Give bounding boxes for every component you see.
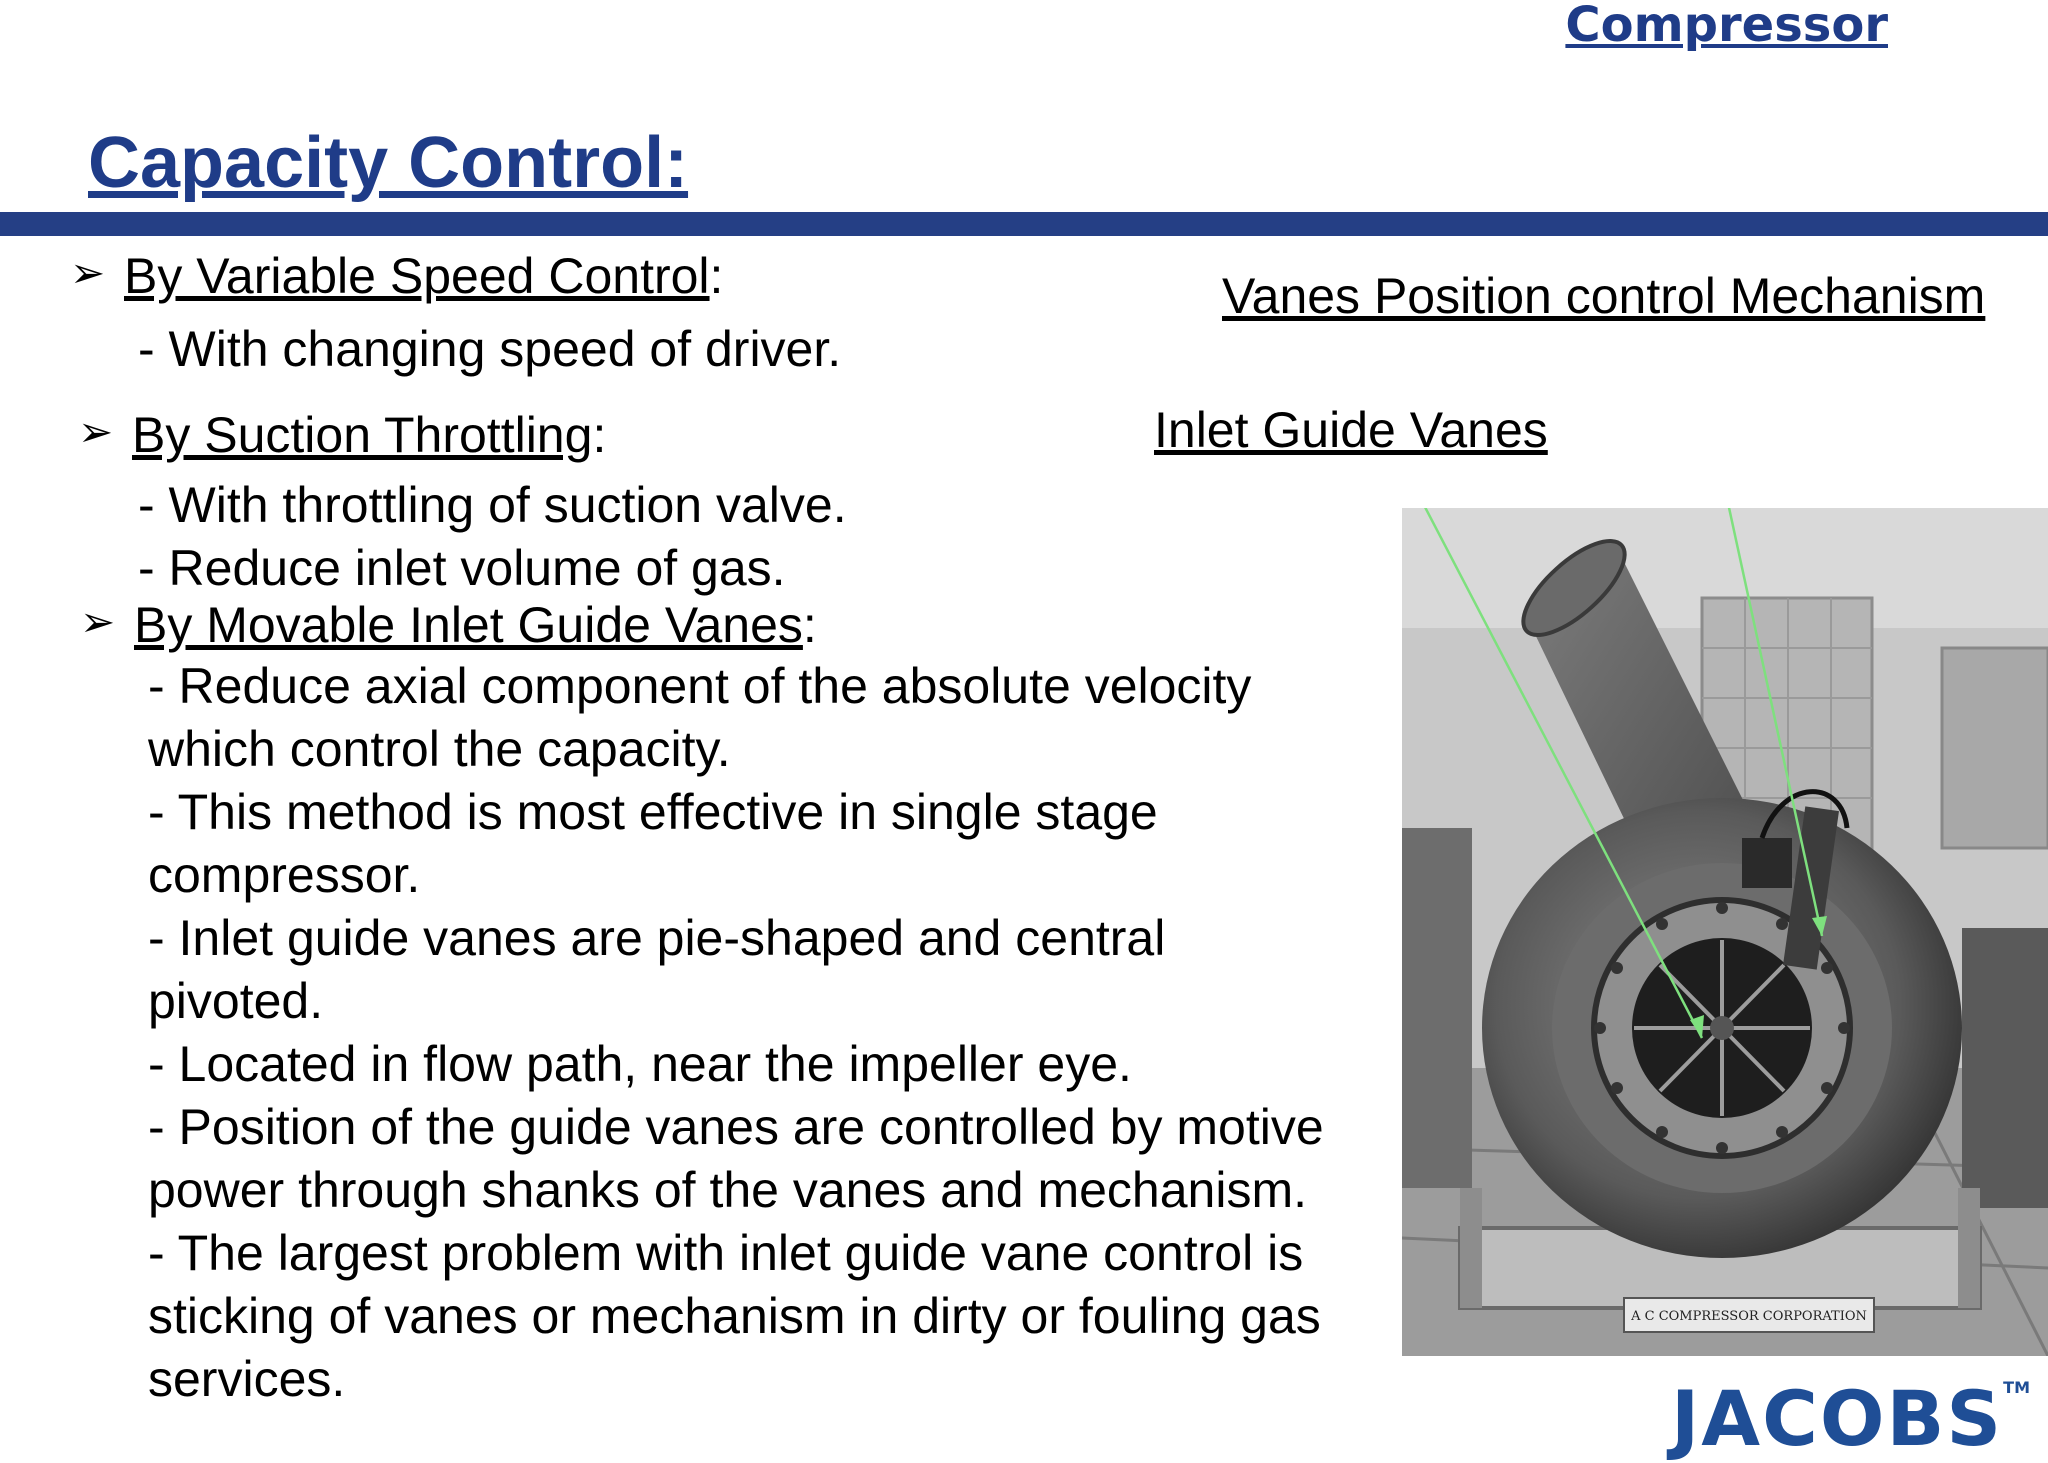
section-variable-speed-heading: [70, 243, 723, 306]
section-inlet-guide-vanes-heading: [80, 592, 817, 655]
left-machine: [1402, 828, 1472, 1188]
heading-text: By Variable Speed Control: [124, 248, 710, 304]
skid-leg-left: [1460, 1188, 1482, 1308]
paragraph: - Reduce axial component of the absolute velocity which control the capacity.: [148, 658, 1252, 777]
paragraph: - This method is most effective in single stage compressor.: [148, 784, 1158, 903]
corner-title: [1565, 0, 1888, 53]
section-suction-throttling-line: - With throttling of suction valve.: [138, 477, 847, 533]
paragraph: - The largest problem with inlet guide vane control is sticking of vanes or mechanism in dirty or fouling gas services.: [148, 1225, 1321, 1407]
section-variable-speed-line: - With changing speed of driver.: [138, 321, 842, 377]
corner-title-line2: Compressor: [1565, 0, 1888, 53]
slide-title: Capacity Control:: [88, 123, 689, 203]
bullet-arrow-icon: ➢: [78, 408, 114, 455]
section-suction-throttling-line: - Reduce inlet volume of gas.: [138, 540, 786, 596]
section-suction-throttling-heading: [78, 402, 606, 465]
title-divider: [0, 212, 2048, 236]
bullet-arrow-icon: ➢: [70, 249, 106, 296]
skid-leg-right: [1958, 1188, 1980, 1308]
paragraph: - Inlet guide vanes are pie-shaped and central pivoted.: [148, 910, 1166, 1029]
section-inlet-guide-vanes-body: [148, 655, 1398, 1411]
right-machine: [1962, 928, 2048, 1208]
heading-colon: :: [709, 248, 724, 304]
paragraph: - Position of the guide vanes are controlled by motive power through shanks of the vanes and mechanism.: [148, 1099, 1324, 1218]
jacobs-logo: [1671, 1348, 2030, 1463]
actuator-box: [1742, 838, 1792, 888]
paragraph: - Located in flow path, near the impeller eye.: [148, 1036, 1132, 1092]
factory-window-right: [1942, 648, 2048, 848]
compressor-photo: [1402, 508, 2048, 1356]
label-inlet-guide-vanes: Inlet Guide Vanes: [1154, 402, 1548, 458]
heading-text: By Suction Throttling: [132, 407, 593, 463]
label-vanes-position-mechanism: Vanes Position control Mechanism: [1222, 268, 1986, 324]
logo-text: JACOBS: [1671, 1374, 2004, 1463]
hub: [1710, 1016, 1734, 1040]
heading-colon: :: [802, 597, 817, 653]
nameplate-text: A C COMPRESSOR CORPORATION: [1631, 1309, 1867, 1324]
heading-text: By Movable Inlet Guide Vanes: [134, 597, 803, 653]
logo-trademark: TM: [2003, 1378, 2030, 1397]
heading-colon: :: [592, 407, 607, 463]
bullet-arrow-icon: ➢: [80, 598, 116, 645]
